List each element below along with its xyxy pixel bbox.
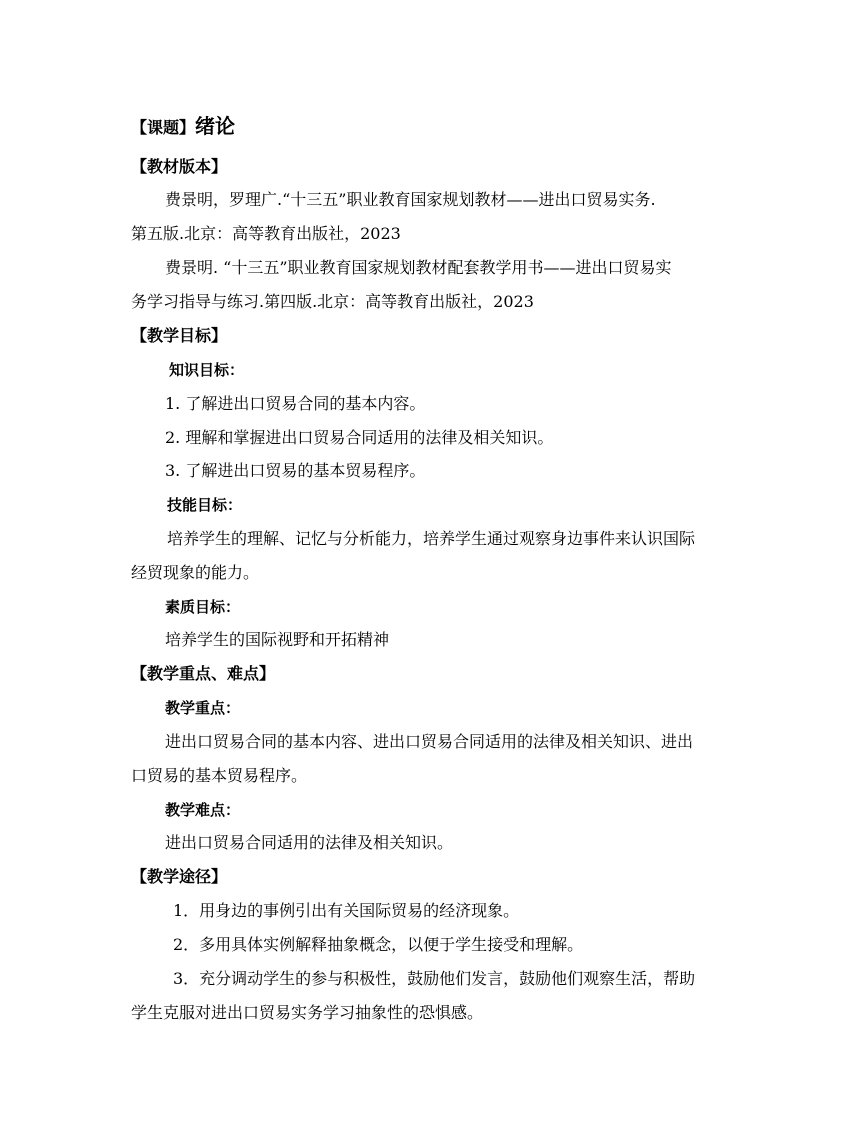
skill-objectives-heading: 技能目标： [167,496,243,514]
approach-item-1: 1．用身边的事例引出有关国际贸易的经济现象。 [173,901,520,920]
teaching-difficulty-text: 进出口贸易合同适用的法律及相关知识。 [165,833,454,852]
knowledge-objectives-heading: 知识目标： [169,361,245,379]
textbook-ref1-line2: 第五版.北京：高等教育出版社，2023 [131,224,401,243]
objectives-heading: 【教学目标】 [131,326,228,345]
key-points-heading: 【教学重点、难点】 [131,664,276,683]
skill-objectives-line2: 经贸现象的能力。 [131,563,260,582]
textbook-heading: 【教材版本】 [131,157,228,176]
knowledge-item-3: 3. 了解进出口贸易的基本贸易程序。 [165,461,426,480]
teaching-difficulty-heading: 教学难点： [165,801,241,819]
skill-objectives-line1: 培养学生的理解、记忆与分析能力，培养学生通过观察身边事件来认识国际 [167,529,696,548]
approach-item-3-line1: 3．充分调动学生的参与积极性，鼓励他们发言，鼓励他们观察生活，帮助 [173,969,696,988]
approach-heading: 【教学途径】 [131,867,228,886]
lesson-title-row [131,115,235,139]
lesson-title-label: 【课题】 [131,118,196,137]
textbook-ref2-line1: 费景明. “十三五”职业教育国家规划教材配套教学用书——进出口贸易实 [165,258,672,277]
quality-objectives-text: 培养学生的国际视野和开拓精神 [165,630,390,649]
teaching-focus-line2: 口贸易的基本贸易程序。 [131,766,308,785]
knowledge-item-1: 1. 了解进出口贸易合同的基本内容。 [165,394,426,413]
approach-item-2: 2．多用具体实例解释抽象概念，以便于学生接受和理解。 [173,935,584,954]
approach-item-3-line2: 学生克服对进出口贸易实务学习抽象性的恐惧感。 [131,1003,484,1022]
textbook-ref1-line1: 费景明，罗理广.“十三五”职业教育国家规划教材——进出口贸易实务. [165,190,656,209]
lesson-title-value: 绪论 [195,114,236,138]
quality-objectives-heading: 素质目标： [165,598,241,616]
teaching-focus-line1: 进出口贸易合同的基本内容、进出口贸易合同适用的法律及相关知识、进出 [165,732,694,751]
teaching-focus-heading: 教学重点： [165,699,241,717]
textbook-ref2-line2: 务学习指导与练习.第四版.北京：高等教育出版社，2023 [131,292,534,311]
knowledge-item-2: 2. 理解和掌握进出口贸易合同适用的法律及相关知识。 [165,428,554,447]
